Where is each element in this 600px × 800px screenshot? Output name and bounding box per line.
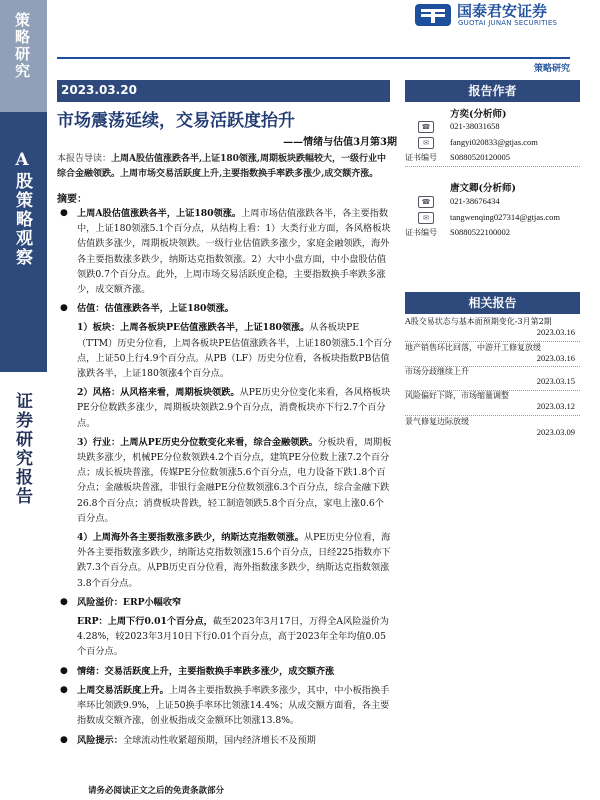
phone-icon: ☎ <box>418 196 434 208</box>
para-bold: 情绪：交易活跃度上升，主要指数换手率跌多涨少，成交额齐涨 <box>77 665 335 677</box>
cert-label: 证书编号 <box>405 228 437 237</box>
related-report-date: 2023.03.16 <box>536 353 575 363</box>
para-text: 从各板块PE（TTM）历史分位看，上周各板块PE估值涨跌各半，上证180领涨5.1个百分点，上证50上行4.9个百分点。从PB（LF）历史分位看，各板块指数PB估值涨跌各半，上证180领涨4个百分点。 <box>77 322 392 380</box>
para-text: 截至2023年3月17日，万得全A风险溢价为4.28%，较2023年3月10日下行0.01个百分点，高于2023年全年均值0.05个百分点。 <box>77 616 389 658</box>
para-bold: 上周交易活跃度上升。 <box>77 684 169 696</box>
para-bold: ERP：上周下行0.01个百分点， <box>77 616 213 628</box>
related-section-header: 相关报告 <box>405 292 580 314</box>
sidebar-bottom-label: 证券研究报告 <box>12 392 32 506</box>
para-text: 从PE历史分位变化来看，各风格板块PE分位数跌多涨少，周期板块领跌2.9个百分点，消费板块亦下行2.7个百分点。 <box>77 387 391 429</box>
divider <box>405 166 580 167</box>
para-bold: 风险提示： <box>77 734 123 746</box>
analyst-phone: 021-38031658 <box>450 121 500 131</box>
analyst-email[interactable]: tangwenqing027314@gtjas.com <box>450 212 561 222</box>
related-report-date: 2023.03.12 <box>536 401 575 411</box>
para-text: 上周市场估值涨跌各半，各主要指数中，上证180领涨5.1个百分点，从结构上看：1）大类行业方面，各风格板块估值跌多涨少，周期板块领跌。一级行业估值跌多涨少，家庭金融领跌，海外各主要指数涨多跌少，纳斯达克指数领涨。2）大中小盘方面，中小盘股估值领跌0.7个百分点。此外，上周市场交易活跃度企稳，主要指数换手率跌多涨少，成交额齐涨。 <box>77 208 391 296</box>
bullet-icon: ● <box>60 596 68 607</box>
brand-logo <box>413 2 453 28</box>
bullet-icon: ● <box>60 684 68 695</box>
report-date: 2023.03.20 <box>61 83 137 97</box>
lead-text: 上周A股估值涨跌各半,上证180领涨,周期板块跌幅较大，一级行业中综合金融领跌。上周市场交易活跃度上升,主要指数换手率跌多涨少,成交额齐涨。 <box>57 154 387 179</box>
brand-name-en: GUOTAI JUNAN SECURITIES <box>458 19 558 27</box>
related-report-date: 2023.03.09 <box>536 427 575 437</box>
summary-paragraph <box>57 683 392 729</box>
related-report-date: 2023.03.15 <box>536 376 575 386</box>
para-bold: 2）风格：从风格来看，周期板块领跌。 <box>77 387 240 399</box>
para-text: 全球流动性收紧超预期，国内经济增长不及预期 <box>122 734 316 746</box>
summary-paragraph <box>57 614 392 660</box>
bullet-icon: ● <box>60 208 68 218</box>
para-text: 从PE历史分位看，海外各主要指数涨多跌少，纳斯达克指数领涨15.6个百分点，日经225指数亦下跌7.3个百分点。从PB历史百分位看，海外指数涨多跌少，纳斯达克指数领涨3.8个百分点。 <box>77 532 391 589</box>
related-report-title[interactable]: 风险偏好下降，市场缩量调整 <box>405 391 509 400</box>
header-divider <box>57 57 570 59</box>
para-text: 上周各主要指数换手率跌多涨少，其中，中小板指换手率环比领跌9.9%，上证50换手率环比领涨14.4%；从成交额方面看，各主要指数成交额齐涨，创业板指成交金额环比领涨13.8%。 <box>77 684 390 727</box>
summary-paragraph <box>57 435 392 526</box>
summary-paragraph <box>57 206 392 297</box>
bullet-icon: ● <box>60 665 68 676</box>
lead-label: 本报告导读： <box>57 154 112 164</box>
report-body <box>57 206 392 748</box>
bullet-icon: ● <box>60 303 68 314</box>
summary-paragraph <box>57 320 392 381</box>
author-section-header: 报告作者 <box>405 80 580 102</box>
summary-paragraph <box>57 733 392 748</box>
date-bar <box>57 80 390 102</box>
section-label: 策略研究 <box>533 64 570 74</box>
analyst-name: 唐文卿(分析师) <box>450 183 516 194</box>
related-report-title[interactable]: 市场分歧继续上升 <box>405 367 469 376</box>
para-bold: 风险溢价：ERP小幅收窄 <box>77 596 182 608</box>
report-subtitle: ——情绪与估值3月第3期 <box>283 137 397 148</box>
related-report-title[interactable]: A股交易状态与基本面预期变化-3月第2期 <box>405 317 552 326</box>
related-report-title[interactable]: 地产销售环比回落，中游开工修复放缓 <box>405 343 541 352</box>
analyst-email[interactable]: fangyi020833@gtjas.com <box>450 137 538 147</box>
email-icon: ✉ <box>418 212 434 224</box>
report-lead <box>57 152 390 182</box>
para-bold: 估值：估值涨跌各半，上证180领涨。 <box>77 303 234 315</box>
report-title: 市场震荡延续，交易活跃度抬升 <box>57 111 295 131</box>
summary-paragraph <box>57 595 392 610</box>
para-bold: 上周A股估值涨跌各半，上证180领涨。 <box>77 208 242 219</box>
summary-paragraph <box>57 301 392 316</box>
related-report-title[interactable]: 景气修复边际放缓 <box>405 417 469 426</box>
summary-heading: 摘要： <box>57 194 87 205</box>
left-sidebar <box>0 0 47 800</box>
footer-disclaimer: 请务必阅读正文之后的免责条款部分 <box>88 786 225 796</box>
email-icon: ✉ <box>418 137 434 149</box>
para-bold: 1）板块：上周各板块PE估值涨跌各半，上证180领涨。 <box>77 322 310 334</box>
brand-name-cn: 国泰君安证券 <box>457 2 548 20</box>
summary-paragraph <box>57 530 392 591</box>
sidebar-top-label: 策略研究 <box>13 12 31 80</box>
analyst-cert: S0880520120005 <box>450 152 510 162</box>
para-bold: 4）上周海外各主要指数涨多跌少，纳斯达克指数领涨。 <box>77 532 304 544</box>
summary-paragraph <box>57 385 392 431</box>
para-text: 分板块看，周期板块跌多涨少，机械PE分位数领跌4.2个百分点，建筑PE分位数上涨7.2个百分点；成长板块普涨，传媒PE分位数领涨5.6个百分点，电力设备下跌1.8个百分点；金融板块普涨，非银行金融PE分位数领涨6.3个百分点，综合金融下跌26.8个百分点；消费板块普跌，轻工制造领跌5.8个百分点，家电上涨0.6个百分点。 <box>77 436 392 524</box>
summary-paragraph <box>57 664 392 679</box>
bullet-icon: ● <box>60 734 68 745</box>
analyst-cert: S0880522100002 <box>450 227 510 237</box>
para-bold: 3）行业：上周从PE历史分位数变化来看，综合金融领跌。 <box>77 436 318 448</box>
analyst-name: 方奕(分析师) <box>450 109 507 120</box>
related-report-date: 2023.03.16 <box>536 327 575 337</box>
cert-label: 证书编号 <box>405 153 437 162</box>
sidebar-middle-label: A股策略观察 <box>12 150 32 267</box>
phone-icon: ☎ <box>418 121 434 133</box>
analyst-phone: 021-38676434 <box>450 196 500 206</box>
